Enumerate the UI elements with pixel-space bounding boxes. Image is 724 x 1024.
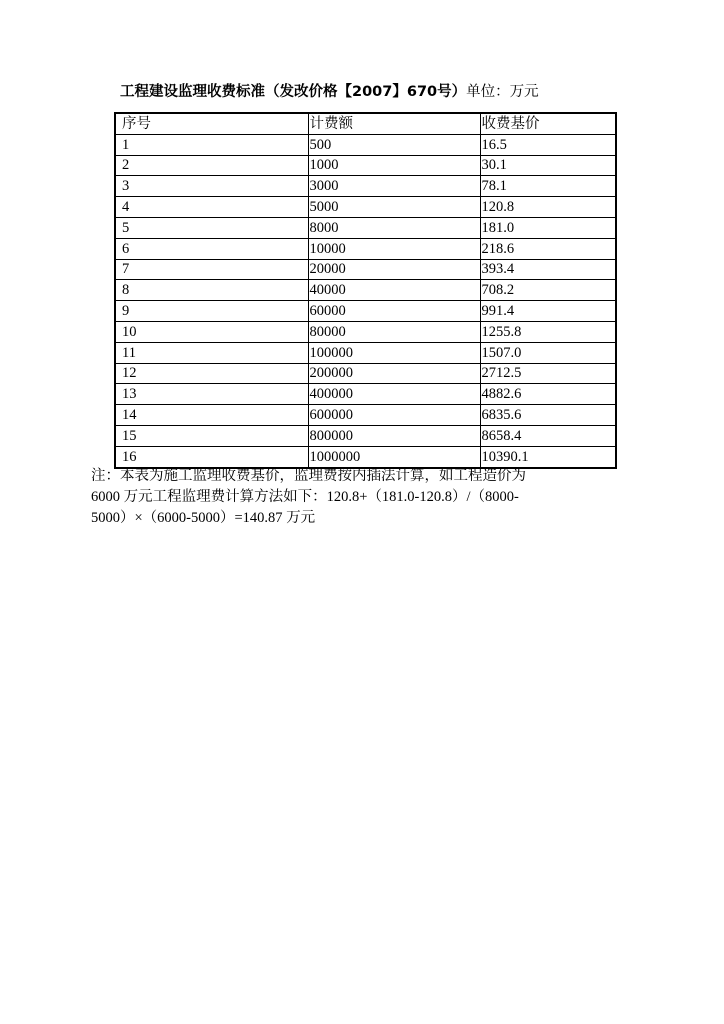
cell-amount: 10000 (308, 238, 480, 259)
cell-amount: 60000 (308, 301, 480, 322)
column-header-amount: 计费额 (308, 113, 480, 134)
table-row (115, 446, 616, 467)
cell-base-price: 708.2 (480, 280, 616, 301)
cell-amount: 40000 (308, 280, 480, 301)
fee-table-body (115, 113, 616, 468)
column-header-index: 序号 (115, 113, 308, 134)
table-row (115, 363, 616, 384)
footnote-line: 5000）×（6000-5000）=140.87 万元 (91, 510, 316, 526)
cell-base-price: 30.1 (480, 155, 616, 176)
cell-index: 7 (115, 259, 308, 280)
table-row (115, 384, 616, 405)
table-row (115, 301, 616, 322)
cell-base-price: 16.5 (480, 134, 616, 155)
table-row (115, 217, 616, 238)
cell-base-price: 1255.8 (480, 321, 616, 342)
cell-base-price: 393.4 (480, 259, 616, 280)
table-row (115, 342, 616, 363)
cell-index: 15 (115, 425, 308, 446)
table-row (115, 155, 616, 176)
table-row (115, 259, 616, 280)
cell-base-price: 10390.1 (480, 446, 616, 467)
cell-index: 4 (115, 197, 308, 218)
footnote (91, 466, 637, 529)
table-row (115, 176, 616, 197)
cell-amount: 5000 (308, 197, 480, 218)
table-header-row (115, 113, 616, 134)
table-row (115, 280, 616, 301)
cell-base-price: 78.1 (480, 176, 616, 197)
column-header-base-price: 收费基价 (480, 113, 616, 134)
title-text: 工程建设监理收费标准（发改价格【2007】670号） (120, 84, 467, 100)
cell-amount: 100000 (308, 342, 480, 363)
cell-index: 10 (115, 321, 308, 342)
cell-index: 1 (115, 134, 308, 155)
cell-base-price: 181.0 (480, 217, 616, 238)
cell-index: 12 (115, 363, 308, 384)
cell-index: 3 (115, 176, 308, 197)
cell-base-price: 218.6 (480, 238, 616, 259)
cell-index: 5 (115, 217, 308, 238)
cell-amount: 600000 (308, 405, 480, 426)
table-row (115, 197, 616, 218)
cell-base-price: 6835.6 (480, 405, 616, 426)
table-row (115, 425, 616, 446)
cell-amount: 500 (308, 134, 480, 155)
cell-amount: 8000 (308, 217, 480, 238)
table-row (115, 134, 616, 155)
cell-amount: 400000 (308, 384, 480, 405)
cell-index: 11 (115, 342, 308, 363)
cell-index: 13 (115, 384, 308, 405)
cell-index: 16 (115, 446, 308, 467)
cell-index: 14 (115, 405, 308, 426)
table-row (115, 405, 616, 426)
table-row (115, 238, 616, 259)
footnote-line: 注：本表为施工监理收费基价，监理费按内插法计算，如工程造价为 (91, 468, 526, 484)
cell-base-price: 2712.5 (480, 363, 616, 384)
cell-base-price: 120.8 (480, 197, 616, 218)
cell-base-price: 1507.0 (480, 342, 616, 363)
unit-label: 单位：万元 (466, 84, 539, 100)
cell-base-price: 991.4 (480, 301, 616, 322)
footnote-line: 6000 万元工程监理费计算方法如下：120.8+（181.0-120.8）/（8000- (91, 489, 519, 505)
cell-index: 9 (115, 301, 308, 322)
cell-base-price: 4882.6 (480, 384, 616, 405)
cell-index: 8 (115, 280, 308, 301)
cell-amount: 80000 (308, 321, 480, 342)
cell-amount: 20000 (308, 259, 480, 280)
cell-index: 6 (115, 238, 308, 259)
fee-table (114, 112, 617, 469)
cell-base-price: 8658.4 (480, 425, 616, 446)
cell-amount: 3000 (308, 176, 480, 197)
cell-amount: 1000 (308, 155, 480, 176)
cell-amount: 1000000 (308, 446, 480, 467)
cell-index: 2 (115, 155, 308, 176)
table-row (115, 321, 616, 342)
cell-amount: 200000 (308, 363, 480, 384)
page-title (120, 82, 620, 102)
cell-amount: 800000 (308, 425, 480, 446)
